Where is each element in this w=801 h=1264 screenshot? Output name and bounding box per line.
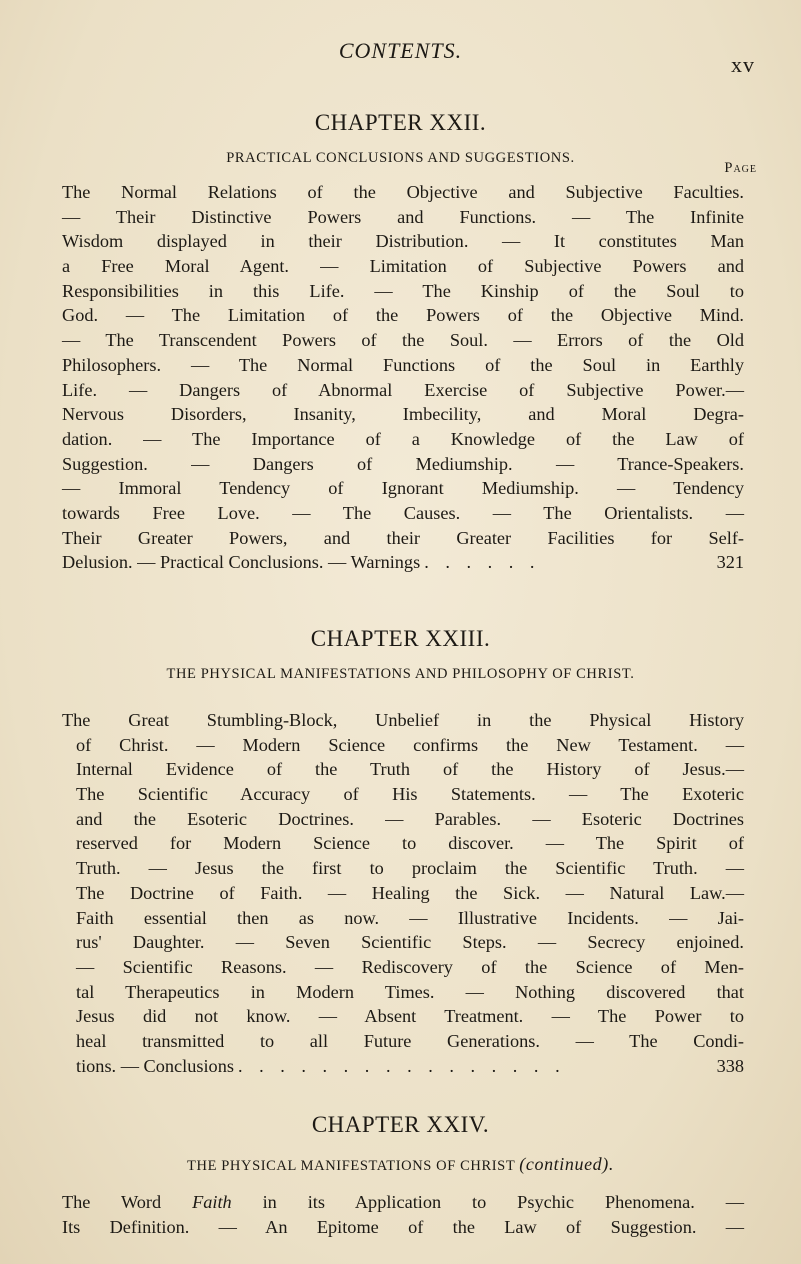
summary-text: in its Application to Psychic Phenomena. — [231,1192,744,1212]
summary-line: Truth. — Jesus the first to proclaim the Scientific Truth. — [76,858,744,879]
toc-entry-line [62,1054,744,1079]
dot-leader: . . . . . . . . . . . . . . . . [237,1055,566,1076]
summary-line: The Great Stumbling-Block, Unbelief in the Physical History [62,710,744,730]
summary-line: towards Free Love. — The Causes. — The Orientalists. — [62,502,744,523]
summary-line: The Normal Relations of the Objective and Subjective Faculties. [62,182,744,202]
summary-line: a Free Moral Agent. — Limitation of Subjective Powers and [62,256,744,277]
summary-line [62,1190,744,1215]
toc-page-number: 321 [716,552,744,573]
summary-line: Suggestion. — Dangers of Mediumship. — Trance-Speakers. [62,453,744,474]
summary-last-line: Delusion. — Practical Conclusions. — Warnings [62,552,421,573]
summary-line: dation. — The Importance of a Knowledge of the Law of [62,428,744,449]
summary-line: — Immoral Tendency of Ignorant Mediumship. — Tendency [62,478,744,499]
page-number: xv [731,52,755,77]
summary-line: rus' Daughter. — Seven Scientific Steps. — Secrecy enjoined. [76,932,744,953]
summary-line: and the Esoteric Doctrines. — Parables. — Esoteric Doctrines [76,808,744,829]
summary-last-line: tions. — Conclusions [76,1055,234,1076]
summary-line: The Doctrine of Faith. — Healing the Sick. — Natural Law.— [76,882,744,903]
chapter-title: CHAPTER XXII. [314,110,487,135]
summary-line: Faith essential then as now. — Illustrative Incidents. — Jai- [76,907,744,928]
summary-line: Internal Evidence of the Truth of the History of Jesus.— [76,759,744,780]
chapter-summary [62,180,744,575]
summary-line: God. — The Limitation of the Powers of the Objective Mind. [62,305,744,326]
summary-line: Life. — Dangers of Abnormal Exercise of Subjective Power.— [62,379,744,400]
summary-line: — Scientific Reasons. — Rediscovery of the Science of Men- [76,956,744,977]
chapter-subtitle-main: THE PHYSICAL MANIFESTATIONS OF CHRIST [187,1158,516,1174]
summary-line: Jesus did not know. — Absent Treatment. — The Power to [76,1006,744,1027]
chapter-summary [62,1190,744,1239]
summary-line: Their Greater Powers, and their Greater Facilities for Self- [62,527,744,548]
chapter-title: CHAPTER XXIV. [311,1112,490,1137]
chapter-subtitle: PRACTICAL CONCLUSIONS AND SUGGESTIONS. [226,150,575,166]
summary-line: The Scientific Accuracy of His Statements. — The Exoteric [76,784,744,805]
chapter-summary [62,708,744,1078]
page-column-label: Page [724,160,757,176]
running-head: CONTENTS. [338,38,463,63]
summary-line: of Christ. — Modern Science confirms the New Testament. — [76,734,744,755]
summary-line: Responsibilities in this Life. — The Kinship of the Soul to [62,280,744,301]
summary-line: tal Therapeutics in Modern Times. — Nothing discovered that [76,981,744,1002]
summary-line: heal transmitted to all Future Generations. — The Condi- [76,1030,744,1051]
summary-italic-word: Faith [192,1192,232,1212]
chapter-subtitle [0,1154,801,1175]
summary-line: Its Definition. — An Epitome of the Law of Suggestion. — [62,1216,744,1237]
summary-line: reserved for Modern Science to discover. — The Spirit of [76,833,744,854]
summary-line: Nervous Disorders, Insanity, Imbecility, and Moral Degra- [62,404,744,425]
toc-page-number: 338 [716,1055,744,1076]
chapter-subtitle-continued: (continued). [519,1154,614,1174]
summary-line: Philosophers. — The Normal Functions of the Soul in Earthly [62,354,744,375]
summary-line: — The Transcendent Powers of the Soul. — Errors of the Old [62,330,744,351]
chapter-subtitle: THE PHYSICAL MANIFESTATIONS AND PHILOSOPHY OF CHRIST. [166,666,635,682]
summary-text: The Word [62,1192,193,1212]
summary-line: Wisdom displayed in their Distribution. — It constitutes Man [62,231,744,252]
dot-leader: . . . . . . [424,552,541,573]
chapter-title: CHAPTER XXIII. [310,626,491,651]
summary-line: — Their Distinctive Powers and Functions. — The Infinite [62,206,744,227]
toc-entry-line [62,550,744,575]
